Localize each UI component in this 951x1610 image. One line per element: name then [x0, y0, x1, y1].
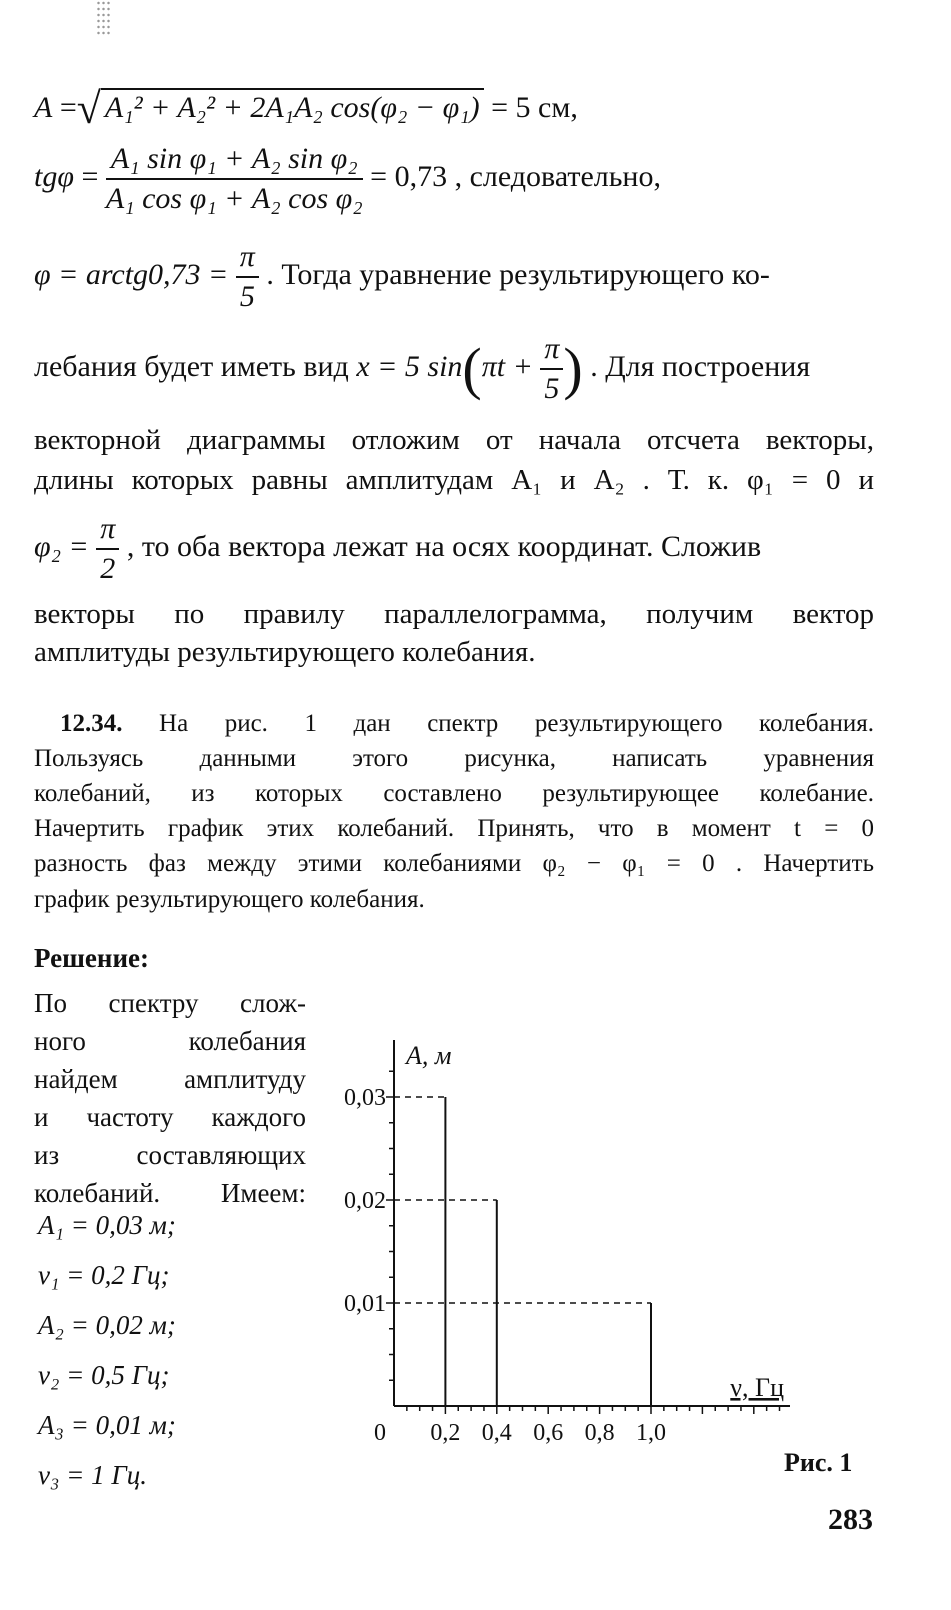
closing-line-1: векторы по правилу параллелограмма, получим вектор [34, 598, 874, 630]
phase-lhs: φ = arctg0,73 = [34, 257, 229, 291]
solution-intro-line: колебаний. Имеем: [34, 1178, 306, 1208]
page-number: 283 [828, 1503, 873, 1536]
x-tick-label: 0,8 [584, 1420, 615, 1446]
problem-line-1 [34, 706, 874, 741]
phi2-frac-num: π [96, 510, 119, 550]
tangent-rhs: = 0,73 , следовательно, [370, 159, 661, 193]
equation-after: . Для построения [590, 349, 811, 383]
equation-frac-den: 5 [544, 372, 560, 405]
y-axis-label: A, м [406, 1041, 452, 1070]
phase-formula [34, 238, 770, 316]
problem-line-4: Начертить график этих колебаний. Принять, что в момент t = 0 [34, 815, 874, 842]
phase-frac-num: π [236, 238, 259, 278]
x-tick-label: 0,6 [533, 1420, 564, 1446]
y-tick-label: 0,01 [344, 1291, 386, 1317]
problem-line-1-text: На рис. 1 дан спектр результирующего колебания. [159, 710, 875, 737]
print-speck [96, 0, 110, 36]
value-v1: ν₁ = 0,2 Гц; [38, 1260, 170, 1290]
solution-intro-line: ного колебания [34, 1026, 306, 1056]
y-tick-label: 0,03 [344, 1085, 386, 1111]
equals-sign: = [81, 159, 99, 193]
text-line-2: длины которых равны амплитудам A₁ и A₂ . Т. к. φ₁ = 0 и [34, 464, 874, 496]
tangent-numerator: A₁ sin φ₁ + A₂ sin φ₂ [106, 140, 363, 180]
equation-before: лебания будет иметь вид [34, 349, 349, 383]
y-tick-label: 0,02 [344, 1188, 386, 1214]
phi2-line [34, 510, 761, 588]
phase-frac-den: 5 [239, 280, 255, 313]
solution-intro-line: и частоту каждого [34, 1102, 306, 1132]
left-paren: ( [462, 336, 482, 401]
solution-intro [34, 984, 306, 1212]
problem-number: 12.34. [60, 710, 123, 737]
equation-expr-start: x = 5 sin [356, 349, 463, 383]
figure-caption: Рис. 1 [784, 1448, 853, 1477]
solution-values [38, 1200, 176, 1500]
x-tick-label: 0,4 [481, 1420, 512, 1446]
equation-expr-inner: πt + [481, 349, 533, 383]
phase-fraction [236, 238, 259, 316]
problem-line-5: разность фаз между этими колебаниями φ₂ − φ₁ = 0 . Начертить [34, 850, 874, 877]
x-tick-label: 1,0 [636, 1420, 666, 1446]
phi2-lhs: φ₂ = [34, 529, 89, 563]
text-line-1: векторной диаграммы отложим от начала отсчета векторы, [34, 424, 874, 456]
value-a1: A₁ = 0,03 м; [38, 1210, 176, 1240]
equals-sign: = [59, 91, 77, 124]
x-tick-label: 0,2 [430, 1420, 461, 1446]
value-a2: A₂ = 0,02 м; [38, 1310, 176, 1340]
tangent-fraction [106, 140, 363, 218]
problem-line-2: Пользуясь данными этого рисунка, написать уравнения [34, 745, 874, 772]
phi2-frac-den: 2 [100, 552, 116, 585]
right-paren: ) [563, 336, 583, 401]
solution-intro-line: По спектру слож- [34, 988, 306, 1018]
phase-after: . Тогда уравнение результирующего ко- [266, 257, 770, 291]
amplitude-formula [34, 84, 578, 133]
equation-line [34, 330, 810, 408]
closing-line-2: амплитуды результирующего колебания. [34, 636, 536, 668]
problem-line-3: колебаний, из которых составлено результирующее колебание. [34, 780, 874, 807]
value-a3: A₃ = 0,01 м; [38, 1410, 176, 1440]
tangent-denominator: A₁ cos φ₁ + A₂ cos φ₂ [105, 182, 363, 215]
x-axis-label: ν, Гц [730, 1373, 784, 1402]
solution-intro-line: найдем амплитуду [34, 1064, 306, 1094]
phi2-fraction [96, 510, 119, 588]
solution-heading: Решение: [34, 943, 149, 973]
equation-fraction [540, 330, 563, 408]
value-v3: ν₃ = 1 Гц. [38, 1460, 147, 1490]
problem-line-6: график результирующего колебания. [34, 886, 425, 913]
amplitude-rhs: = 5 см, [491, 91, 578, 124]
tangent-formula [34, 140, 661, 218]
solution-intro-line: из составляющих [34, 1140, 306, 1170]
origin-label: 0 [374, 1420, 386, 1446]
sqrt-sign: √ [76, 84, 101, 133]
tangent-lhs: tgφ [34, 159, 74, 193]
amplitude-lhs: A [34, 91, 53, 124]
equation-frac-num: π [540, 330, 563, 370]
value-v2: ν₂ = 0,5 Гц; [38, 1360, 170, 1390]
amplitude-radicand: A₁² + A₂² + 2A₁A₂ cos(φ₂ − φ₁) [101, 88, 484, 126]
phi2-after: , то оба вектора лежат на осях координат. Сложив [126, 529, 762, 563]
